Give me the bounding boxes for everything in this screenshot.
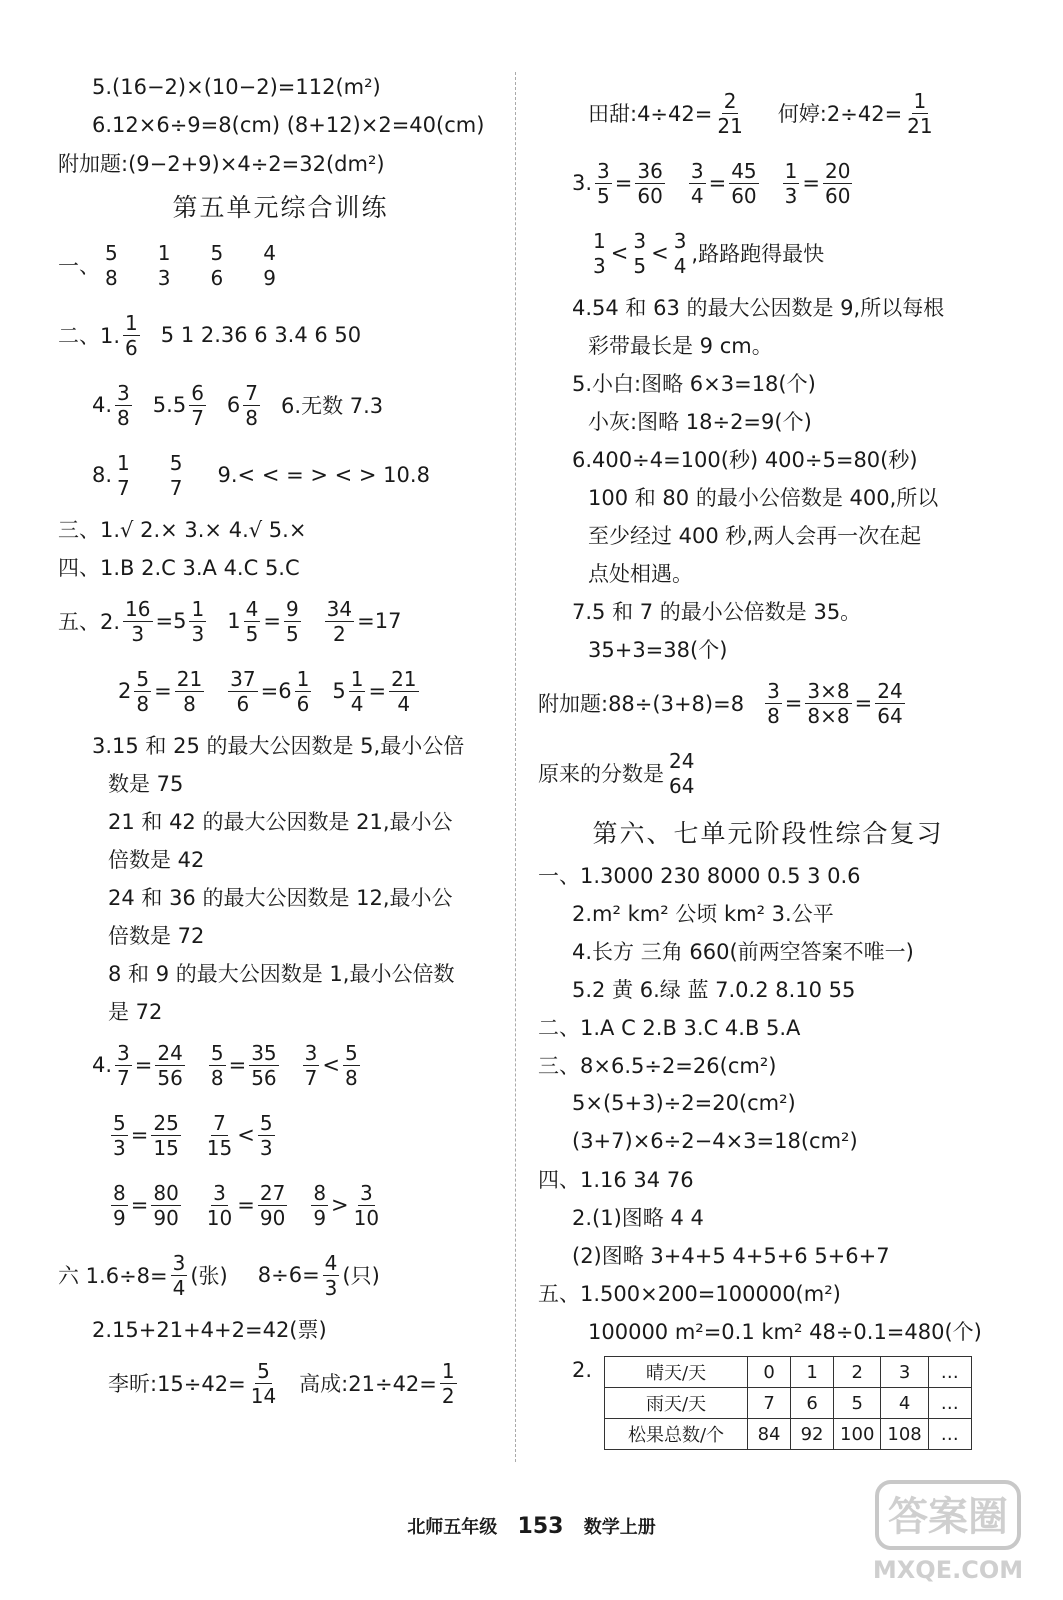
answer-line: 三、8×6.5÷2=26(cm²)	[538, 1054, 777, 1078]
table-cell: 0	[748, 1357, 791, 1388]
answer-line: 二、1. $\frac{1}{6}$ 5 1 2.36 6 3.4 6 50	[58, 310, 362, 360]
answer-line: 8. 1 7 5 7 9.< < = > < > 10.8	[92, 450, 430, 500]
fraction: $\frac{1}{3}$	[784, 158, 798, 208]
table-cell: 84	[748, 1419, 791, 1450]
column-divider	[515, 72, 516, 1462]
answer-line: $\frac{5}{3}$ = $\frac{25}{15}$ $\frac{7}{15}$ < $\frac{5}{3}$	[113, 1110, 273, 1160]
answer-line: 五、2. $\frac{16}{3}$ = 5 $\frac{1}{3}$ 1 $\frac{4}{5}$ = $\frac{9}{5}$ $\frac{34}{2}$ =17	[58, 596, 402, 646]
fraction: $\frac{1}{3}$	[191, 596, 205, 646]
fraction: 3 5	[633, 228, 647, 278]
fraction: 5 8	[105, 240, 118, 290]
answer-line: 5.(16−2)×(10−2)=112(m²)	[92, 75, 381, 99]
fraction: $\frac{25}{15}$	[153, 1110, 179, 1160]
answer-line: 7.5 和 7 的最小公倍数是 35。	[572, 600, 862, 624]
fraction: 1 3	[593, 228, 606, 278]
right-column	[538, 78, 998, 1450]
fraction: $\frac{6}{7}$	[191, 380, 204, 430]
fraction: $\frac{1}{6}$	[296, 666, 310, 716]
table-cell: 6	[791, 1388, 834, 1419]
fraction: $\frac{8}{9}$	[113, 1180, 126, 1230]
fraction: $\frac{24}{56}$	[157, 1040, 183, 1090]
answer-line: 2.15+21+4+2=42(票)	[92, 1318, 327, 1342]
table-cell: 3	[881, 1357, 928, 1388]
fraction: 1 3	[157, 240, 171, 290]
fraction: $\frac{5}{3}$	[259, 1110, 273, 1160]
fraction: $\frac{80}{90}$	[153, 1180, 179, 1230]
fraction: $\frac{35}{56}$	[251, 1040, 277, 1090]
answer-line: 至少经过 400 秒,两人会再一次在起	[588, 524, 922, 548]
fraction: $\frac{24}{64}$	[877, 678, 903, 728]
answer-line: 四、1.B 2.C 3.A 4.C 5.C	[58, 556, 300, 580]
watermark-url: MXQE.COM	[873, 1556, 1023, 1584]
table-cell: 晴天/天	[605, 1357, 748, 1388]
answer-line: $\frac{8}{9}$ = $\frac{80}{90}$ $\frac{3}{10}$ = $\frac{27}{90}$ $\frac{8}{9}$ > $\frac{3}{10}$	[113, 1180, 380, 1230]
answer-line: 田甜:4÷42= $\frac{2}{21}$ 何婷:2÷42= $\frac{1}{21}$	[588, 88, 933, 138]
fraction: $\frac{3}{4}$	[690, 158, 704, 208]
table-cell: 2	[834, 1357, 881, 1388]
fraction: $\frac{3}{5}$	[597, 158, 610, 208]
answer-line: 李昕:15÷42= $\frac{5}{14}$ 高成:21÷42= $\frac{1}{2}$	[108, 1358, 455, 1408]
answer-line: 点处相遇。	[588, 562, 693, 586]
answer-line: 五、1.500×200=100000(m²)	[538, 1282, 841, 1306]
fraction: 5 6	[210, 240, 224, 290]
fraction: 5 7	[169, 450, 183, 500]
fraction: $\frac{1}{2}$	[441, 1358, 455, 1408]
fraction: $\frac{27}{90}$	[259, 1180, 286, 1230]
table-cell: 松果总数/个	[605, 1419, 748, 1450]
answer-line: 数是 75	[108, 772, 184, 796]
fraction: $\frac{1}{4}$	[350, 666, 364, 716]
answer-line: 5×(5+3)÷2=20(cm²)	[572, 1091, 796, 1115]
fraction: 24 64	[669, 748, 695, 798]
answer-line: 2. 晴天/天 0 1 2 3 … 雨天/天 7 6 5 4 … 松果总数/个 84 92 100 108 …	[538, 1350, 998, 1450]
table-cell: 108	[881, 1419, 928, 1450]
answer-line: (2)图略 3+4+5 4+5+6 5+6+7	[572, 1244, 890, 1268]
fraction: $\frac{5}{8}$	[344, 1040, 358, 1090]
fraction: $\frac{36}{60}$	[637, 158, 663, 208]
fraction: $\frac{9}{5}$	[285, 596, 299, 646]
section-heading: 第六、七单元阶段性综合复习	[592, 819, 944, 848]
fraction: $\frac{3}{7}$	[304, 1040, 318, 1090]
table-cell: 雨天/天	[605, 1388, 748, 1419]
fraction: $\frac{16}{3}$	[125, 596, 151, 646]
answer-line: 4.54 和 63 的最大公因数是 9,所以每根	[572, 296, 945, 320]
table-cell: …	[928, 1419, 971, 1450]
fraction: $\frac{45}{60}$	[731, 158, 757, 208]
fraction: $\frac{5}{8}$	[136, 666, 150, 716]
fraction: $\frac{4}{3}$	[324, 1250, 338, 1300]
fraction: $\frac{20}{60}$	[824, 158, 851, 208]
fraction: $\frac{5}{8}$	[210, 1040, 224, 1090]
footer-book: 数学上册	[583, 1517, 656, 1538]
answer-line: 附加题:88÷(3+8)=8 $\frac{3}{8}$ = $\frac{3\times 8}{8\times 8}$ = $\frac{24}{64}$	[538, 678, 903, 728]
answer-line: 6.12×6÷9=8(cm) (8+12)×2=40(cm)	[92, 113, 485, 137]
answer-line: 35+3=38(个)	[588, 638, 728, 662]
table-cell: 1	[791, 1357, 834, 1388]
answer-line: 2.(1)图略 4 4	[572, 1206, 704, 1230]
answer-line: 一、 5 8 1 3 5 6 4 9	[58, 240, 276, 290]
fraction: 3 4	[673, 228, 687, 278]
fraction: $\frac{3}{7}$	[117, 1040, 130, 1090]
fraction: 1 7	[117, 450, 130, 500]
fraction: $\frac{2}{21}$	[717, 88, 743, 138]
fraction: $\frac{3}{4}$	[172, 1250, 186, 1300]
table-row	[605, 1357, 972, 1388]
table-cell: 100	[834, 1419, 881, 1450]
fraction: $\frac{3\times 8}{8\times 8}$	[807, 678, 850, 728]
answer-line: 彩带最长是 9 cm。	[588, 334, 773, 358]
answer-line: 6.400÷4=100(秒) 400÷5=80(秒)	[572, 448, 918, 472]
fraction: $\frac{34}{2}$	[326, 596, 353, 646]
answer-line: 5.2 黄 6.绿 蓝 7.0.2 8.10 55	[572, 978, 856, 1002]
fraction: $\frac{5}{3}$	[113, 1110, 126, 1160]
answer-line: 是 72	[108, 1000, 163, 1024]
table-cell: 5	[834, 1388, 881, 1419]
answer-line: 小灰:图略 18÷2=9(个)	[588, 410, 812, 434]
table-cell: 7	[748, 1388, 791, 1419]
footer-grade: 北师五年级	[407, 1517, 498, 1538]
answer-line: 4. $\frac{3}{8}$ 5.5 $\frac{6}{7}$ 6 $\frac{7}{8}$ 6.无数 7.3	[92, 380, 384, 430]
table-cell: 92	[791, 1419, 834, 1450]
fraction: $\frac{4}{5}$	[245, 596, 259, 646]
fraction: $\frac{5}{14}$	[250, 1358, 277, 1408]
answer-line: 5.小白:图略 6×3=18(个)	[572, 372, 816, 396]
watermark-logo	[873, 1478, 1023, 1588]
answer-line: 100 和 80 的最小公倍数是 400,所以	[588, 486, 939, 510]
table-cell: 4	[881, 1388, 928, 1419]
data-table	[604, 1356, 972, 1450]
answer-line: 一、1.3000 230 8000 0.5 3 0.6	[538, 864, 861, 888]
fraction: $\frac{3}{10}$	[206, 1180, 233, 1230]
fraction: 4 9	[263, 240, 276, 290]
answer-line: 六 1.6÷8= $\frac{3}{4}$ (张) 8÷6= $\frac{4}{3}$ (只)	[58, 1250, 380, 1300]
fraction: $\frac{7}{8}$	[245, 380, 259, 430]
answer-line: 3. $\frac{3}{5}$ = $\frac{36}{60}$ $\frac{3}{4}$ = $\frac{45}{60}$ $\frac{1}{3}$ = $\frac{20}{60}$	[572, 158, 851, 208]
page-number: 153	[517, 1514, 564, 1539]
fraction: $\frac{1}{21}$	[907, 88, 933, 138]
fraction: $\frac{3}{8}$	[767, 678, 780, 728]
answer-line: 附加题:(9−2+9)×4÷2=32(dm²)	[58, 152, 385, 176]
answer-line: 2 $\frac{5}{8}$ = $\frac{21}{8}$ $\frac{37}{6}$ = 6 $\frac{1}{6}$ 5 $\frac{1}{4}$ = $\frac{21}{4}$	[118, 666, 417, 716]
fraction: $\frac{8}{9}$	[313, 1180, 327, 1230]
answer-line: 21 和 42 的最大公因数是 21,最小公	[108, 810, 453, 834]
answer-line: 24 和 36 的最大公因数是 12,最小公	[108, 886, 453, 910]
answer-line: 3.15 和 25 的最大公因数是 5,最小公倍	[92, 734, 465, 758]
table-row	[605, 1388, 972, 1419]
answer-line: (3+7)×6÷2−4×3=18(cm²)	[572, 1129, 858, 1153]
fraction: $\frac{3}{10}$	[353, 1180, 380, 1230]
section-heading: 第五单元综合训练	[172, 193, 389, 222]
answer-line: 2.m² km² 公顷 km² 3.公平	[572, 902, 834, 926]
answer-line: 三、1.√ 2.× 3.× 4.√ 5.×	[58, 518, 307, 542]
answer-line: 100000 m²=0.1 km² 48÷0.1=480(个)	[588, 1320, 982, 1344]
answer-line: 二、1.A C 2.B 3.C 4.B 5.A	[538, 1016, 801, 1040]
watermark-text: 答案圈	[888, 1494, 1008, 1540]
answer-line: 四、1.16 34 76	[538, 1168, 694, 1192]
fraction: $\frac{7}{15}$	[206, 1110, 233, 1160]
fraction: $\frac{21}{4}$	[391, 666, 417, 716]
fraction: $\frac{37}{6}$	[230, 666, 256, 716]
fraction: $\frac{21}{8}$	[176, 666, 203, 716]
answer-line: 4. $\frac{3}{7}$ = $\frac{24}{56}$ $\frac{5}{8}$ = $\frac{35}{56}$ $\frac{3}{7}$ < $\frac{5}{8}$	[92, 1040, 358, 1090]
answer-line: 1 3 < 3 5 < 3 4 ,路路跑得最快	[593, 228, 825, 278]
table-cell: …	[928, 1388, 971, 1419]
fraction: $\frac{1}{6}$	[125, 310, 138, 360]
table-cell: …	[928, 1357, 971, 1388]
answer-line: 倍数是 72	[108, 924, 205, 948]
table-row	[605, 1419, 972, 1450]
answer-line: 8 和 9 的最大公因数是 1,最小公倍数	[108, 962, 455, 986]
fraction: $\frac{3}{8}$	[117, 380, 130, 430]
answer-line: 倍数是 42	[108, 848, 205, 872]
answer-line: 4.长方 三角 660(前两空答案不唯一)	[572, 940, 914, 964]
left-column	[58, 68, 503, 1418]
answer-line: 原来的分数是 24 64	[538, 748, 695, 798]
